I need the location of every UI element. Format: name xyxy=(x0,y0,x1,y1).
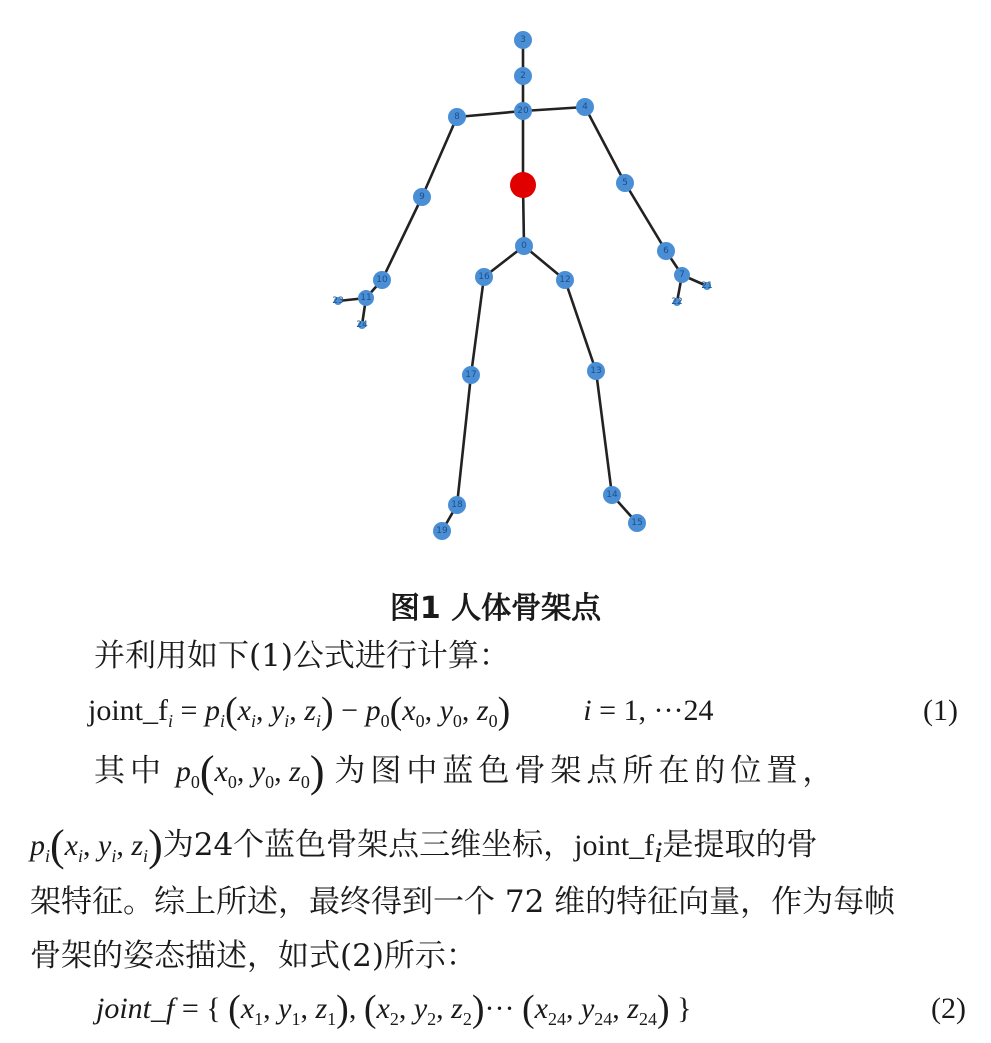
equation-1: $joint\_f_i = p_i(x_i$, $y_i$, $z_i) - p_0(x_0$, $y_0$, $z_0$) i = 1, ···24 (1) xyxy=(30,687,991,745)
joint xyxy=(603,486,621,504)
paragraph-line-4: 骨架的姿态描述，如式(2)所示： xyxy=(30,938,477,974)
joint xyxy=(576,98,594,116)
intro-line: 并利用如下(1)公式进行计算： xyxy=(94,638,510,674)
joint xyxy=(448,496,466,514)
joint-label: 23 xyxy=(332,296,344,306)
bone xyxy=(565,280,596,371)
joint-label: 14 xyxy=(606,490,618,500)
joint xyxy=(373,271,391,289)
joint xyxy=(475,268,493,286)
joint xyxy=(671,297,682,307)
eq1-number: (1) xyxy=(923,694,958,727)
eq2-lhs: joint_f xyxy=(96,992,175,1025)
joint xyxy=(433,522,451,540)
paragraph-line-1: 其中 $p_0(x_0$, $y_0$, $z_0$) 为图中蓝色骨架点所在的位置， xyxy=(94,747,839,796)
joint xyxy=(332,296,343,306)
bone xyxy=(585,107,625,183)
joint-label: 0 xyxy=(521,241,527,251)
joint-label: 12 xyxy=(559,275,571,285)
p3-end: 是提取的骨 xyxy=(662,827,818,863)
joint xyxy=(514,31,532,49)
joint-label: 3 xyxy=(520,35,526,45)
joint-label: 18 xyxy=(451,500,463,510)
bone xyxy=(596,371,612,495)
joint xyxy=(628,514,646,532)
joint-label: 21 xyxy=(701,281,713,291)
p3-term: joint_f xyxy=(574,829,655,862)
skeleton-joints xyxy=(332,31,712,540)
eq1-lhs: joint_f xyxy=(88,694,168,727)
joint xyxy=(674,267,690,283)
joint-label: 13 xyxy=(590,366,602,376)
joint xyxy=(515,237,533,255)
joint-label: 16 xyxy=(478,272,490,282)
joint-label: 24 xyxy=(356,320,368,330)
joint-label: 10 xyxy=(376,275,388,285)
joint-label: 6 xyxy=(663,246,669,256)
bone xyxy=(457,375,471,505)
joint-label: 15 xyxy=(631,518,643,528)
bone xyxy=(471,277,484,375)
paragraph-line-3: 架特征。综上所述，最终得到一个 72 维的特征向量，作为每帧 xyxy=(30,884,896,920)
joint xyxy=(556,271,574,289)
bone xyxy=(457,111,523,117)
bone xyxy=(382,197,422,280)
joint xyxy=(413,188,431,206)
joint-label: 5 xyxy=(622,178,628,188)
joint xyxy=(587,362,605,380)
skeleton-figure xyxy=(300,20,720,565)
joint xyxy=(358,290,374,306)
p2-mid: 为图中蓝色骨架点所在的位置， xyxy=(334,753,839,789)
joint xyxy=(701,281,712,291)
joint-label: 20 xyxy=(517,106,529,116)
joint xyxy=(462,366,480,384)
joint-label: 4 xyxy=(582,102,588,112)
bone xyxy=(625,183,666,251)
joint-label: 9 xyxy=(419,192,425,202)
paragraph-line-2: $p_i(x_i$, $y_i$, $z_i$)为24个蓝色骨架点三维坐标，$joint\_f_i$是提取的骨 xyxy=(30,821,818,870)
joint-label: 19 xyxy=(436,526,448,536)
joint-label: 22 xyxy=(671,297,683,307)
joint-label: 17 xyxy=(465,370,477,380)
figure-caption: 图1 人体骨架点 xyxy=(389,591,602,626)
joint xyxy=(448,108,466,126)
joint xyxy=(616,174,634,192)
joint-label: 11 xyxy=(360,293,372,303)
p3-mid: 为24个蓝色骨架点三维坐标， xyxy=(162,827,575,863)
joint-label: 7 xyxy=(679,270,685,280)
bone xyxy=(523,107,585,111)
joint xyxy=(514,102,532,120)
joint xyxy=(356,320,368,330)
joint-label: 8 xyxy=(454,112,460,122)
center-joint-red xyxy=(510,172,536,198)
equation-2: joint_f = { ($x_1$, $y_1$, $z_1$), ($x_2$, $y_2$, $z_2)\cdot\cdot\cdot (x_{24}$, $y_{24}$, $z_{24}$) } (2) xyxy=(30,985,991,1043)
joint xyxy=(514,67,532,85)
eq2-number: (2) xyxy=(931,992,966,1025)
joint-label: 2 xyxy=(520,71,526,81)
p2-start: 其中 xyxy=(94,753,166,789)
bone xyxy=(422,117,457,197)
joint xyxy=(657,242,675,260)
